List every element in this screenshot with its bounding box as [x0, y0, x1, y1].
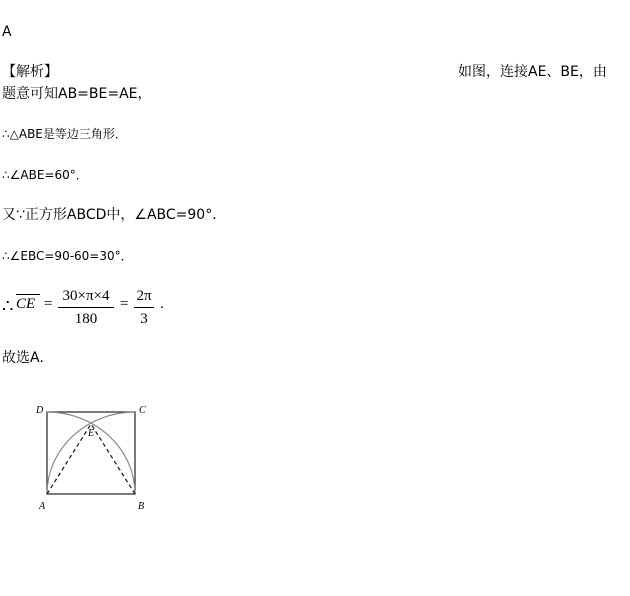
- label-d: D: [36, 405, 44, 416]
- therefore-symbol: ∴: [2, 296, 14, 316]
- label-b: B: [138, 501, 145, 512]
- label-e: E: [88, 428, 95, 439]
- answer-label: A: [2, 24, 12, 40]
- formula-period: .: [160, 296, 164, 312]
- square-abcd: [47, 412, 135, 494]
- equals-sign-1: =: [44, 296, 53, 312]
- equals-sign-2: =: [120, 296, 129, 312]
- fraction-bar: [58, 307, 114, 308]
- analysis-intro-right: 如图，连接AE、BE，由: [458, 64, 607, 80]
- segment-ae: [47, 424, 91, 494]
- step-equilateral: ∴△ABE是等边三角形．: [2, 127, 127, 141]
- label-c: C: [139, 405, 146, 416]
- analysis-intro-cont: 题意可知AB=BE=AE，: [2, 86, 152, 102]
- label-a: A: [39, 501, 46, 512]
- step-angle-ebc: ∴∠EBC=90-60=30°．: [2, 249, 133, 263]
- result-bar: [134, 307, 154, 308]
- arc-from-a: [47, 412, 135, 494]
- step-square-angle: 又∵正方形ABCD中，∠ABC=90°．: [2, 207, 227, 223]
- conclusion: 故选A.: [2, 350, 44, 366]
- fraction-numerator: 30×π×4: [62, 288, 110, 304]
- geometry-figure: [30, 398, 160, 518]
- fraction-result: [134, 287, 154, 328]
- segment-be: [91, 424, 135, 494]
- arc-symbol: [16, 294, 40, 295]
- result-denominator: 3: [140, 311, 148, 327]
- arc-name: CE: [16, 296, 36, 312]
- result-numerator: 2π: [136, 288, 152, 304]
- arc-from-b: [47, 412, 135, 494]
- analysis-heading: 【解析】: [2, 64, 58, 80]
- step-angle-abe: ∴∠ABE=60°．: [2, 168, 88, 182]
- fraction-main: [58, 287, 114, 328]
- fraction-denominator: 180: [74, 311, 98, 327]
